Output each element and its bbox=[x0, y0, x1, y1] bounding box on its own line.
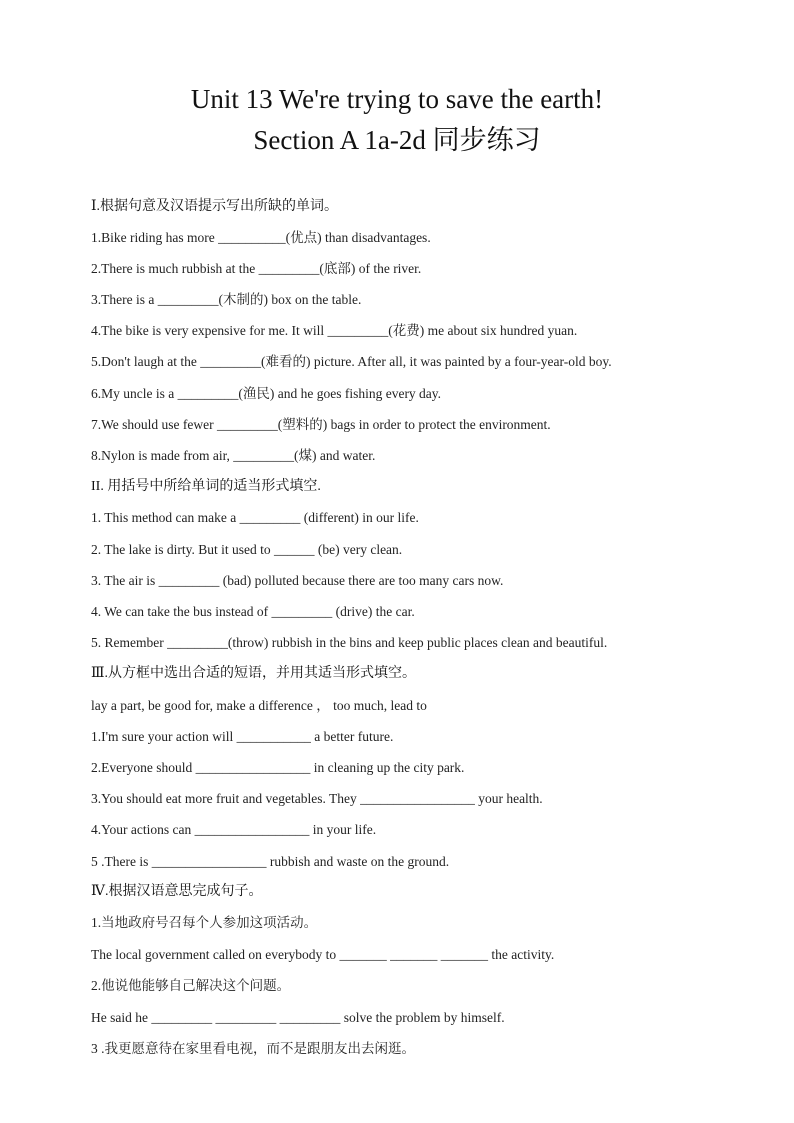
exercise-item: 2.他说他能够自己解决这个问题。 bbox=[91, 978, 291, 993]
phrase-box: lay a part, be good for, make a difference ， too much, lead to bbox=[91, 698, 427, 713]
exercise-item: 3. The air is _________ (bad) polluted because there are too many cars now. bbox=[91, 573, 504, 588]
exercise-item: The local government called on everybody to _______ _______ _______ the activity. bbox=[91, 947, 555, 962]
exercise-item: 2.There is much rubbish at the _________(底部) of the river. bbox=[91, 261, 422, 276]
exercise-item: 6.My uncle is a _________(渔民) and he goes fishing every day. bbox=[91, 386, 442, 401]
exercise-item: 1.I'm sure your action will ___________ a better future. bbox=[91, 729, 394, 744]
exercise-item: 4.The bike is very expensive for me. It will _________(花费) me about six hundred yuan. bbox=[91, 323, 578, 338]
exercise-item: 5 .There is _________________ rubbish and waste on the ground. bbox=[91, 854, 450, 869]
exercise-item: 4.Your actions can _________________ in your life. bbox=[91, 822, 377, 837]
exercise-item: 2. The lake is dirty. But it used to ______ (be) very clean. bbox=[91, 542, 403, 557]
exercise-item: 2.Everyone should _________________ in cleaning up the city park. bbox=[91, 760, 465, 775]
exercise-item: 3.You should eat more fruit and vegetables. They _________________ your health. bbox=[91, 791, 543, 806]
exercise-item: 7.We should use fewer _________(塑料的) bags in order to protect the environment. bbox=[91, 417, 551, 432]
exercise-item: 5. Remember _________(throw) rubbish in the bins and keep public places clean and beautiful. bbox=[91, 635, 608, 650]
page-subtitle: Section A 1a-2d 同步练习 bbox=[253, 125, 541, 155]
section-2-heading: II. 用括号中所给单词的适当形式填空. bbox=[91, 479, 321, 494]
exercise-item: 1.Bike riding has more __________(优点) than disadvantages. bbox=[91, 230, 431, 245]
exercise-item: 5.Don't laugh at the _________(难看的) picture. After all, it was painted by a four-year-old boy. bbox=[91, 354, 612, 369]
section-1-heading: Ⅰ.根据句意及汉语提示写出所缺的单词。 bbox=[91, 199, 339, 214]
exercise-item: 8.Nylon is made from air, _________(煤) and water. bbox=[91, 448, 376, 463]
exercise-item: 3 .我更愿意待在家里看电视，而不是跟朋友出去闲逛。 bbox=[91, 1041, 415, 1056]
exercise-item: 1. This method can make a _________ (different) in our life. bbox=[91, 510, 419, 525]
exercise-item: 4. We can take the bus instead of _________ (drive) the car. bbox=[91, 604, 415, 619]
section-4-heading: Ⅳ.根据汉语意思完成句子。 bbox=[91, 884, 263, 899]
exercise-item: 1.当地政府号召每个人参加这项活动。 bbox=[91, 915, 318, 930]
exercise-item: He said he _________ _________ _________ solve the problem by himself. bbox=[91, 1010, 505, 1025]
exercise-item: 3.There is a _________(木制的) box on the table. bbox=[91, 292, 362, 307]
page-title: Unit 13 We're trying to save the earth! bbox=[190, 84, 604, 114]
section-3-heading: Ⅲ.从方框中选出合适的短语，并用其适当形式填空。 bbox=[91, 666, 416, 681]
